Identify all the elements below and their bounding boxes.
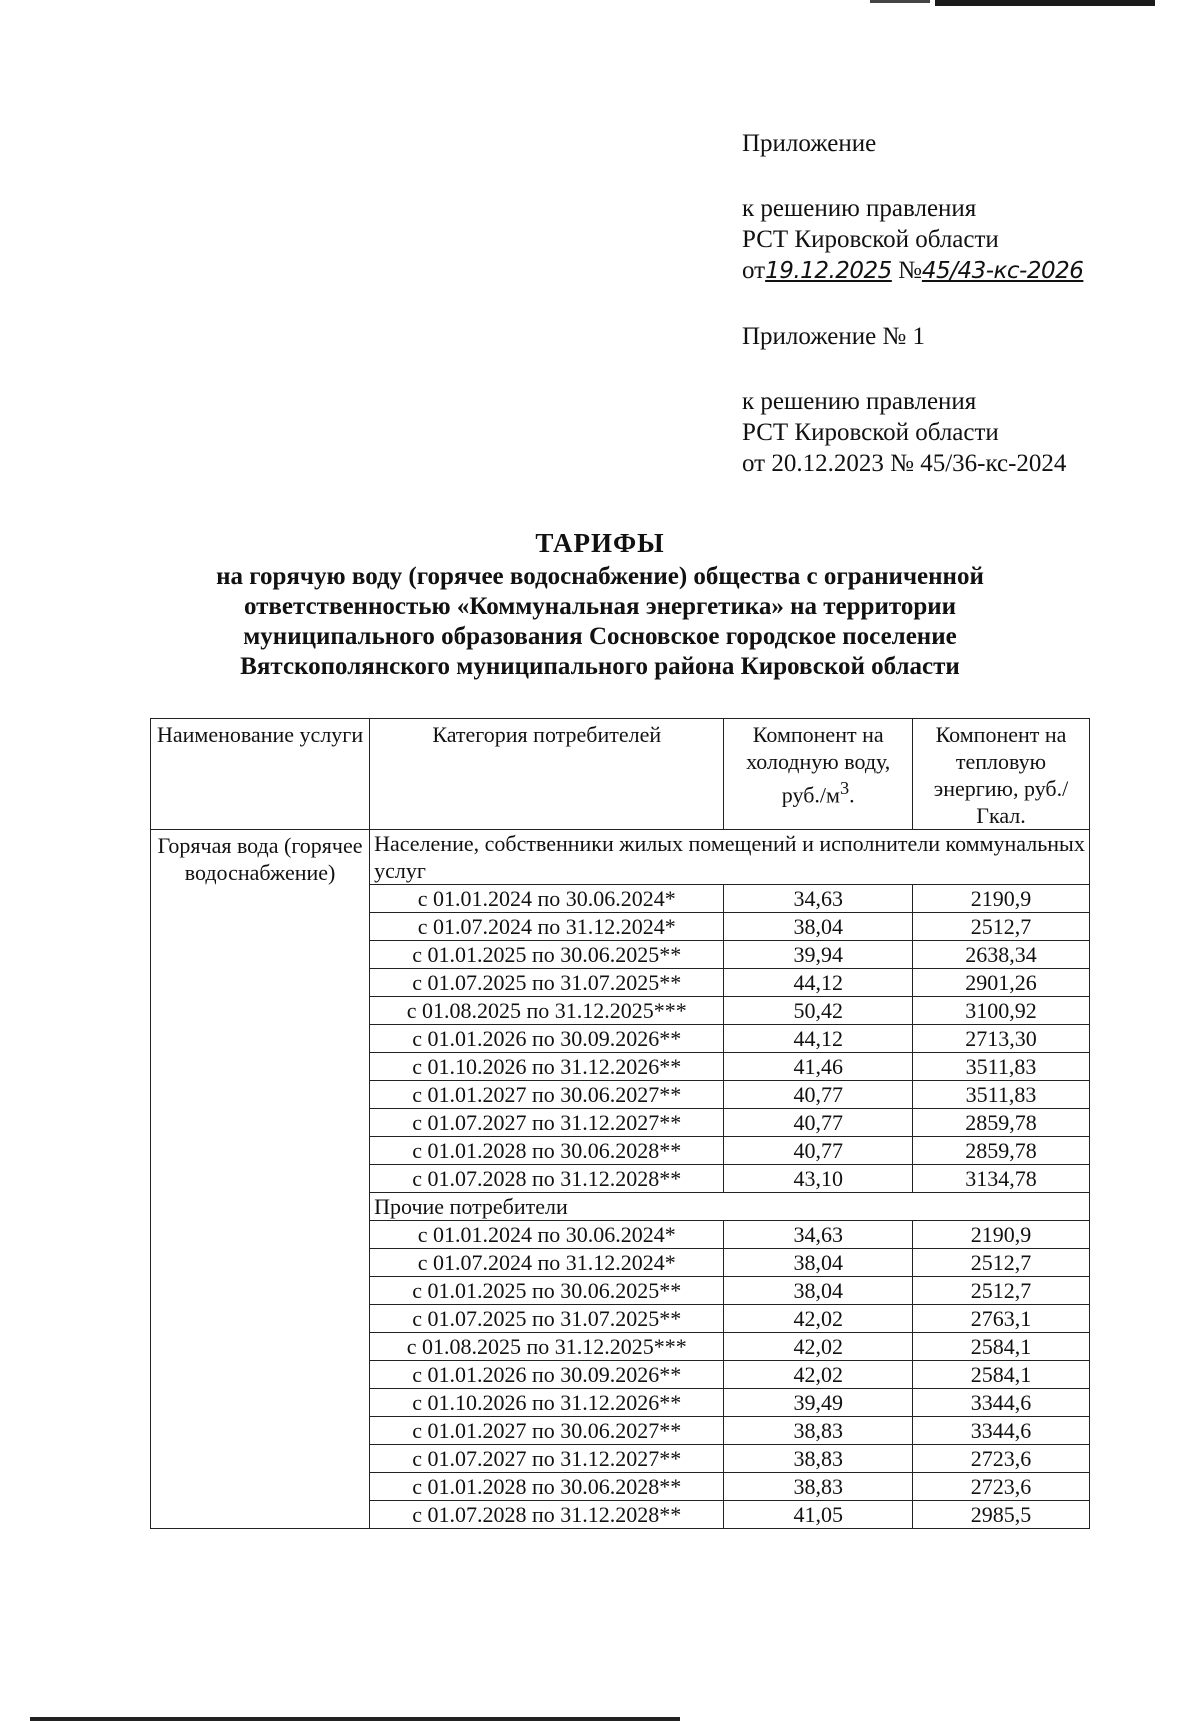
period-cell: с 01.01.2027 по 30.06.2027**: [370, 1417, 724, 1445]
period-cell: с 01.01.2026 по 30.09.2026**: [370, 1025, 724, 1053]
header-category: Категория потребителей: [370, 719, 724, 830]
cold-water-value: 38,04: [724, 913, 913, 941]
heat-value: 2190,9: [913, 885, 1090, 913]
heat-value: 2985,5: [913, 1501, 1090, 1529]
to-decision-label: к решению правления: [742, 195, 977, 222]
period-cell: с 01.01.2025 по 30.06.2025**: [370, 941, 724, 969]
period-cell: с 01.08.2025 по 31.12.2025***: [370, 1333, 724, 1361]
authority-label: РСТ Кировской области: [742, 226, 999, 253]
heat-value: 2584,1: [913, 1333, 1090, 1361]
table-header-row: [151, 719, 1090, 830]
scan-edge-mark-top-small: [870, 0, 930, 3]
heat-value: 2584,1: [913, 1361, 1090, 1389]
heat-value: 3344,6: [913, 1389, 1090, 1417]
decision-date-line-2: от 20.12.2023 № 45/36-кс-2024: [742, 450, 1067, 477]
cold-water-value: 38,83: [724, 1445, 913, 1473]
decision-date-line: [742, 255, 1083, 287]
period-cell: с 01.07.2027 по 31.12.2027**: [370, 1445, 724, 1473]
period-cell: с 01.07.2025 по 31.07.2025**: [370, 1305, 724, 1333]
cold-water-value: 38,04: [724, 1249, 913, 1277]
period-cell: с 01.01.2024 по 30.06.2024*: [370, 1221, 724, 1249]
handwritten-date: 19.12.2025: [765, 258, 892, 284]
period-cell: с 01.07.2028 по 31.12.2028**: [370, 1501, 724, 1529]
period-cell: с 01.07.2025 по 31.07.2025**: [370, 969, 724, 997]
header-cold-water-sup: 3: [839, 778, 850, 798]
cold-water-value: 38,83: [724, 1473, 913, 1501]
period-cell: с 01.10.2026 по 31.12.2026**: [370, 1053, 724, 1081]
heat-value: 2512,7: [913, 1277, 1090, 1305]
title-line-1: на горячую воду (горячее водоснабжение) общества с ограниченной: [216, 563, 984, 590]
cold-water-value: 39,49: [724, 1389, 913, 1417]
header-cold-water-end: .: [849, 782, 855, 808]
heat-value: 3134,78: [913, 1165, 1090, 1193]
period-cell: с 01.07.2027 по 31.12.2027**: [370, 1109, 724, 1137]
scan-edge-mark-bottom: [30, 1717, 680, 1721]
heat-value: 2901,26: [913, 969, 1090, 997]
heat-value: 2723,6: [913, 1445, 1090, 1473]
to-decision-label-2: к решению правления: [742, 388, 977, 415]
cold-water-value: 41,05: [724, 1501, 913, 1529]
heat-value: 2638,34: [913, 941, 1090, 969]
from-prefix: от: [742, 257, 766, 284]
heat-value: 3100,92: [913, 997, 1090, 1025]
period-cell: с 01.08.2025 по 31.12.2025***: [370, 997, 724, 1025]
service-name-cell: Горячая вода (горячее водоснабжение): [151, 830, 370, 1529]
period-cell: с 01.01.2026 по 30.09.2026**: [370, 1361, 724, 1389]
cold-water-value: 44,12: [724, 1025, 913, 1053]
appendix-label: Приложение: [742, 130, 877, 157]
number-sign: №: [898, 257, 922, 284]
cold-water-value: 38,83: [724, 1417, 913, 1445]
period-cell: с 01.07.2028 по 31.12.2028**: [370, 1165, 724, 1193]
period-cell: с 01.01.2024 по 30.06.2024*: [370, 885, 724, 913]
heat-value: 2763,1: [913, 1305, 1090, 1333]
heat-value: 3511,83: [913, 1053, 1090, 1081]
period-cell: с 01.01.2028 по 30.06.2028**: [370, 1137, 724, 1165]
period-cell: с 01.01.2028 по 30.06.2028**: [370, 1473, 724, 1501]
period-cell: с 01.10.2026 по 31.12.2026**: [370, 1389, 724, 1417]
handwritten-number: 45/43-кс-2026: [921, 258, 1084, 284]
title-line-4: Вятскополянского муниципального района Кировской области: [240, 653, 960, 680]
cold-water-value: 42,02: [724, 1361, 913, 1389]
period-cell: с 01.07.2024 по 31.12.2024*: [370, 1249, 724, 1277]
appendix-header: [742, 128, 1083, 479]
cold-water-value: 34,63: [724, 1221, 913, 1249]
header-service: Наименование услуги: [151, 719, 370, 830]
heat-value: 3511,83: [913, 1081, 1090, 1109]
period-cell: с 01.01.2027 по 30.06.2027**: [370, 1081, 724, 1109]
title-line-2: ответственностью «Коммунальная энергетика» на территории: [243, 593, 957, 620]
heat-value: 2859,78: [913, 1109, 1090, 1137]
heat-value: 2512,7: [913, 1249, 1090, 1277]
header-heat: Компонент на тепловую энергию, руб./Гкал.: [913, 719, 1090, 830]
heat-value: 2723,6: [913, 1473, 1090, 1501]
cold-water-value: 39,94: [724, 941, 913, 969]
cold-water-value: 43,10: [724, 1165, 913, 1193]
category-row: [151, 830, 1090, 885]
authority-label-2: РСТ Кировской области: [742, 419, 999, 446]
header-cold-water-text: Компонент на холодную воду, руб./м: [746, 722, 891, 808]
cold-water-value: 50,42: [724, 997, 913, 1025]
header-cold-water: [724, 719, 913, 830]
cold-water-value: 42,02: [724, 1333, 913, 1361]
heat-value: 3344,6: [913, 1417, 1090, 1445]
heat-value: 2713,30: [913, 1025, 1090, 1053]
cold-water-value: 38,04: [724, 1277, 913, 1305]
document-title: [0, 528, 1200, 682]
title-line-3: муниципального образования Сосновское городское поселение: [243, 623, 957, 650]
category-cell: Население, собственники жилых помещений и исполнители коммунальных услуг: [370, 830, 1090, 885]
cold-water-value: 40,77: [724, 1081, 913, 1109]
appendix-number-label: Приложение № 1: [742, 323, 926, 350]
cold-water-value: 42,02: [724, 1305, 913, 1333]
cold-water-value: 44,12: [724, 969, 913, 997]
cold-water-value: 41,46: [724, 1053, 913, 1081]
heat-value: 2512,7: [913, 913, 1090, 941]
category-cell: Прочие потребители: [370, 1193, 1090, 1221]
scan-edge-mark-top: [935, 0, 1155, 6]
tariff-table: [150, 718, 1090, 1529]
cold-water-value: 34,63: [724, 885, 913, 913]
title-main: ТАРИФЫ: [535, 528, 665, 558]
period-cell: с 01.01.2025 по 30.06.2025**: [370, 1277, 724, 1305]
cold-water-value: 40,77: [724, 1137, 913, 1165]
cold-water-value: 40,77: [724, 1109, 913, 1137]
heat-value: 2859,78: [913, 1137, 1090, 1165]
period-cell: с 01.07.2024 по 31.12.2024*: [370, 913, 724, 941]
heat-value: 2190,9: [913, 1221, 1090, 1249]
